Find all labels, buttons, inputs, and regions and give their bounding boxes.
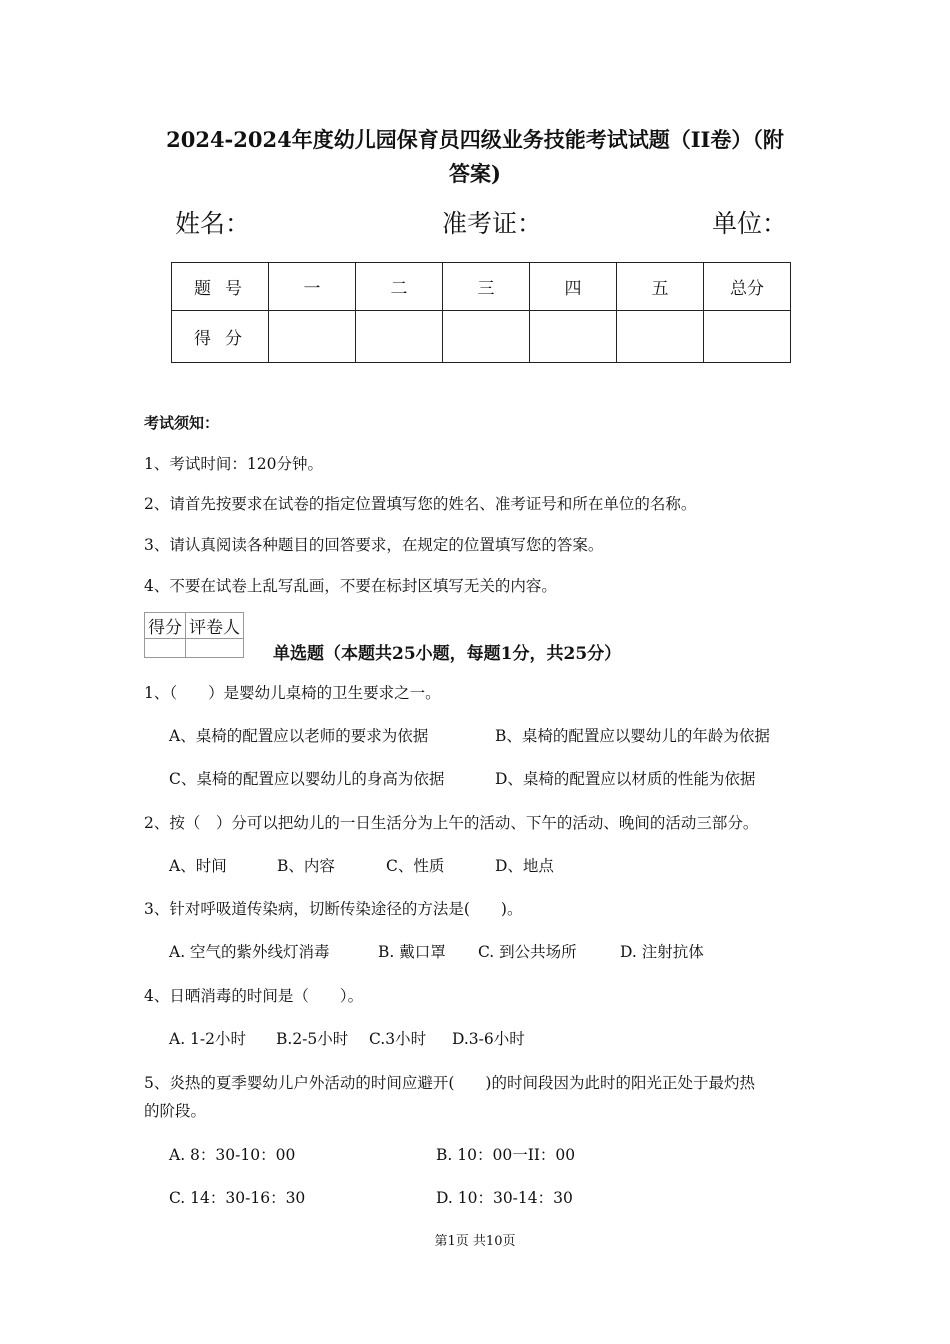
question-option: B. 戴口罩 — [378, 943, 446, 961]
question-option: D、地点 — [495, 857, 554, 875]
unit-field-label: 单位： — [712, 209, 788, 238]
question-option: B、内容 — [277, 857, 335, 875]
question-stem: 5、炎热的夏季婴幼儿户外活动的时间应避开( )的时间段因为此时的阳光正处于最灼热 — [144, 1074, 755, 1092]
score-cell-total[interactable] — [704, 311, 791, 363]
question-option: A. 8：30-10：00 — [169, 1146, 296, 1164]
score-table-score-row — [172, 311, 791, 363]
question-option: D. 注射抗体 — [620, 943, 704, 961]
question-option: D. 10：30-14：30 — [436, 1189, 573, 1207]
grader-reviewer-cell[interactable] — [186, 639, 244, 658]
section-title: 单选题（本题共25小题，每题1分，共25分） — [273, 644, 622, 664]
row-header-score: 得分 — [172, 311, 269, 363]
grader-box-header-row — [145, 613, 244, 639]
question-stem: 4、日晒消毒的时间是（ ）。 — [144, 987, 364, 1005]
notice-heading: 考试须知： — [144, 414, 220, 432]
column-header: 三 — [443, 263, 530, 311]
notice-item: 1、考试时间：120分钟。 — [144, 455, 323, 473]
score-cell[interactable] — [443, 311, 530, 363]
question-option: A、时间 — [169, 857, 227, 875]
document-title-line2: 答案) — [449, 161, 501, 186]
name-field-label: 姓名： — [175, 209, 251, 238]
question-option: A. 空气的紫外线灯消毒 — [169, 943, 330, 961]
question-option: C. 到公共场所 — [478, 943, 577, 961]
question-option: B. 10：00一II：00 — [436, 1146, 576, 1164]
question-option: B、桌椅的配置应以婴幼儿的年龄为依据 — [495, 727, 770, 745]
grader-box-entry-row — [145, 639, 244, 658]
question-stem: 2、按（ ）分可以把幼儿的一日生活分为上午的活动、下午的活动、晚间的活动三部分。 — [144, 814, 759, 832]
column-header: 二 — [356, 263, 443, 311]
question-option: C、性质 — [386, 857, 445, 875]
grader-box — [144, 612, 244, 658]
exam-number-field-label: 准考证： — [442, 209, 543, 238]
score-cell[interactable] — [356, 311, 443, 363]
document-title-line1: 2024-2024年度幼儿园保育员四级业务技能考试试题（II卷）（附 — [166, 127, 784, 152]
score-table-header-row — [172, 263, 791, 311]
score-cell[interactable] — [617, 311, 704, 363]
row-header-question-number: 题号 — [172, 263, 269, 311]
page-footer: 第1页 共10页 — [434, 1234, 516, 1249]
question-stem: 3、针对呼吸道传染病，切断传染途径的方法是( )。 — [144, 900, 523, 918]
question-option: C.3小时 — [369, 1030, 427, 1048]
question-option: D.3-6小时 — [452, 1030, 525, 1048]
question-option: C. 14：30-16：30 — [169, 1189, 306, 1207]
question-option: D、桌椅的配置应以材质的性能为依据 — [495, 770, 756, 788]
question-option: C、桌椅的配置应以婴幼儿的身高为依据 — [169, 770, 445, 788]
score-cell[interactable] — [530, 311, 617, 363]
question-stem-continued: 的阶段。 — [144, 1102, 207, 1120]
column-header-total: 总分 — [704, 263, 791, 311]
score-cell[interactable] — [269, 311, 356, 363]
grader-score-cell[interactable] — [145, 639, 186, 658]
column-header: 一 — [269, 263, 356, 311]
question-option: B.2-5小时 — [276, 1030, 349, 1048]
question-option: A. 1-2小时 — [169, 1030, 247, 1048]
notice-item: 2、请首先按要求在试卷的指定位置填写您的姓名、准考证号和所在单位的名称。 — [144, 495, 697, 513]
question-stem: 1、（ ）是婴幼儿桌椅的卫生要求之一。 — [144, 684, 441, 702]
question-option: A、桌椅的配置应以老师的要求为依据 — [169, 727, 429, 745]
score-table — [171, 262, 791, 363]
grader-score-label: 得分 — [145, 613, 186, 639]
column-header: 四 — [530, 263, 617, 311]
notice-item: 4、不要在试卷上乱写乱画，不要在标封区填写无关的内容。 — [144, 577, 557, 595]
column-header: 五 — [617, 263, 704, 311]
grader-reviewer-label: 评卷人 — [186, 613, 244, 639]
notice-item: 3、请认真阅读各种题目的回答要求，在规定的位置填写您的答案。 — [144, 536, 604, 554]
